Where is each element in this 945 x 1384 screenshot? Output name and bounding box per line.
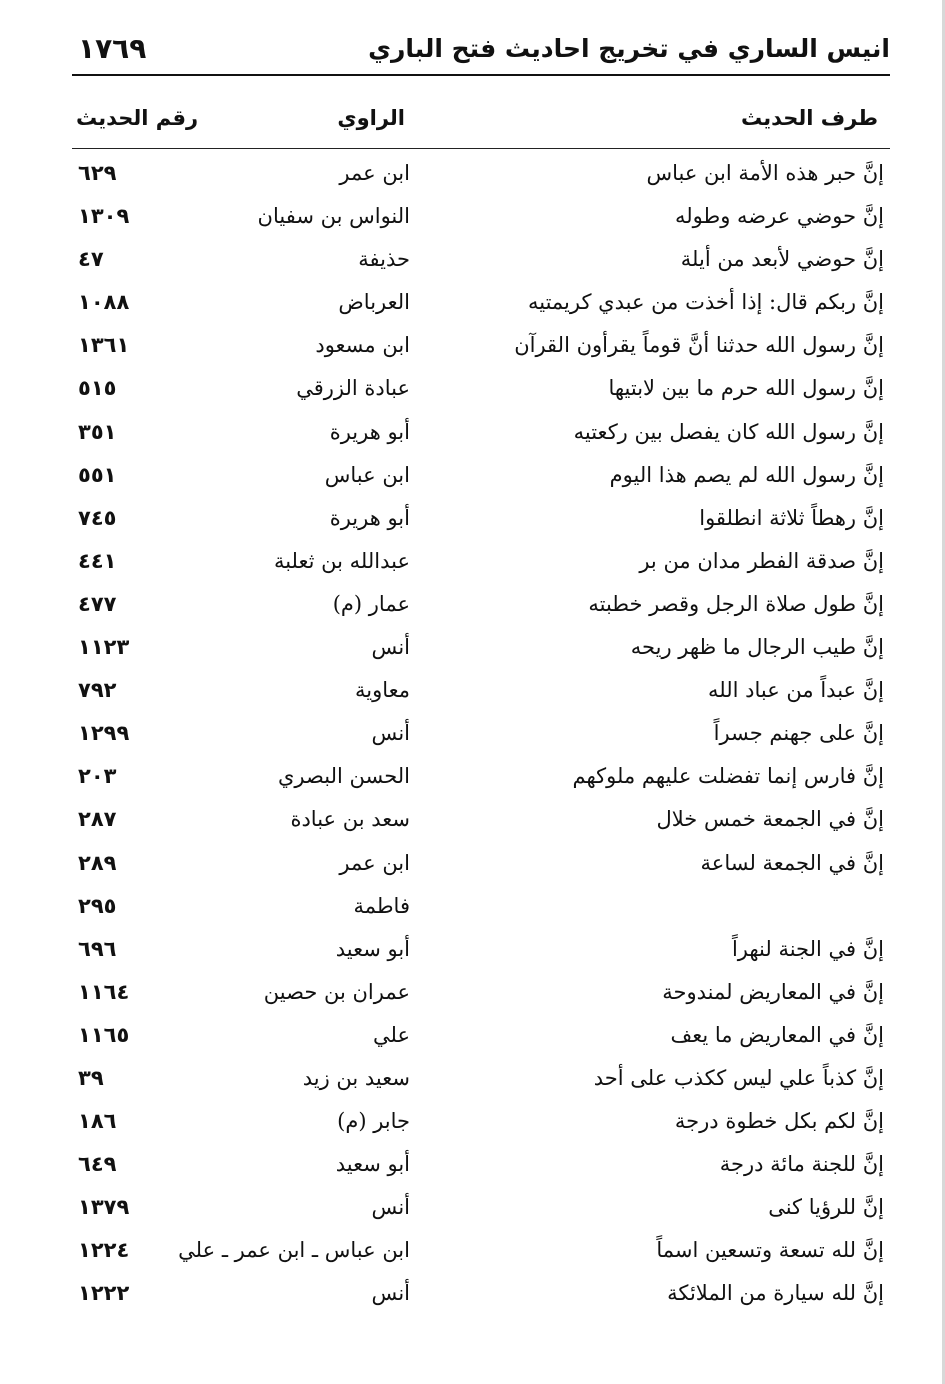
hadith-text: إنَّ رهطاً ثلاثة انطلقوا <box>699 505 884 530</box>
table-row <box>72 457 890 500</box>
narrator-name: فاطمة <box>353 893 410 918</box>
narrator-name: أبو هريرة <box>329 419 410 444</box>
table-row <box>72 327 890 370</box>
table-row <box>72 931 890 974</box>
table-row <box>72 1146 890 1189</box>
hadith-number: ٤٤١ <box>78 548 117 573</box>
hadith-number: ٢٨٧ <box>78 807 117 832</box>
hadith-text: إنَّ رسول الله لم يصم هذا اليوم <box>609 462 884 487</box>
hadith-number: ٥٥١ <box>78 462 117 487</box>
narrator-name: ابن مسعود <box>315 333 410 358</box>
narrator-name: أبو سعيد <box>335 1152 410 1177</box>
narrator-name: أنس <box>371 721 410 746</box>
hadith-text: إنَّ حوضي لأبعد من أيلة <box>680 247 884 272</box>
hadith-number: ٦٢٩ <box>78 161 117 185</box>
hadith-text: إنَّ صدقة الفطر مدان من بر <box>639 548 884 573</box>
table-row <box>72 1189 890 1232</box>
narrator-name: ابن عباس ـ ابن عمر ـ علي <box>178 1238 410 1263</box>
table-row <box>72 888 890 931</box>
hadith-text: إنَّ حبر هذه الأمة ابن عباس <box>646 161 884 185</box>
table-row <box>72 370 890 413</box>
narrator-name: ابن عمر <box>339 161 410 185</box>
table-row <box>72 801 890 844</box>
hadith-text: إنَّ لله سيارة من الملائكة <box>667 1281 884 1306</box>
hadith-number: ١١٦٥ <box>78 1022 130 1047</box>
table-row <box>72 543 890 586</box>
hadith-index-table <box>72 155 890 1319</box>
narrator-name: عبادة الزرقي <box>296 376 410 401</box>
hadith-number: ١٨٦ <box>78 1109 117 1134</box>
hadith-number: ٣٥١ <box>78 419 117 444</box>
narrator-name: العرباض <box>338 290 410 315</box>
hadith-text: إنَّ طول صلاة الرجل وقصر خطبته <box>588 591 884 616</box>
hadith-text: إنَّ في المعاريض ما يعف <box>670 1022 884 1047</box>
narrator-name: عمران بن حصين <box>263 979 410 1004</box>
table-row <box>72 155 890 198</box>
narrator-name: سعد بن عبادة <box>290 807 410 832</box>
narrator-name: ابن عمر <box>339 850 410 875</box>
table-row <box>72 845 890 888</box>
hadith-number: ١٠٨٨ <box>78 290 130 315</box>
table-row <box>72 1232 890 1275</box>
hadith-number: ١٣٦١ <box>78 333 130 358</box>
column-headers <box>72 92 890 149</box>
hadith-number: ١٣٠٩ <box>78 204 130 229</box>
table-row <box>72 672 890 715</box>
narrator-name: سعيد بن زيد <box>302 1065 410 1090</box>
page-number: ١٧٦٩ <box>78 32 147 65</box>
narrator-name: أنس <box>371 1281 410 1306</box>
hadith-number: ١٢٢٢ <box>78 1281 130 1306</box>
hadith-text: إنَّ رسول الله كان يفصل بين ركعتيه <box>573 419 884 444</box>
hadith-number: ١١٢٣ <box>78 635 130 660</box>
table-row <box>72 241 890 284</box>
table-row <box>72 974 890 1017</box>
table-row <box>72 758 890 801</box>
hadith-number: ٤٧٧ <box>78 591 117 616</box>
hadith-number: ٧٤٥ <box>78 505 117 530</box>
narrator-name: النواس بن سفيان <box>257 204 410 229</box>
hadith-text: إنَّ في الجنة لنهراً <box>731 936 884 961</box>
hadith-number: ٢٨٩ <box>78 850 117 875</box>
hadith-number: ٣٩ <box>78 1065 104 1090</box>
hadith-text: إنَّ ربكم قال: إذا أخذت من عبدي كريمتيه <box>527 290 884 315</box>
hadith-text: إنَّ في الجمعة لساعة <box>700 850 884 875</box>
table-row <box>72 1017 890 1060</box>
narrator-name: عبدالله بن ثعلبة <box>273 548 410 573</box>
narrator-name: أبو سعيد <box>335 936 410 961</box>
column-header-narrator: الراوي <box>337 106 405 130</box>
narrator-name: عمار (م) <box>332 591 410 616</box>
narrator-name: أنس <box>371 1195 410 1220</box>
hadith-text: إنَّ طيب الرجال ما ظهر ريحه <box>630 635 884 660</box>
table-row <box>72 1060 890 1103</box>
hadith-number: ٤٧ <box>78 247 104 272</box>
hadith-number: ٧٩٢ <box>78 678 117 703</box>
hadith-text: إنَّ كذباً علي ليس ككذب على أحد <box>593 1065 884 1090</box>
narrator-name: جابر (م) <box>337 1109 410 1134</box>
hadith-number: ١٢٩٩ <box>78 721 130 746</box>
hadith-text: إنَّ عبداً من عباد الله <box>708 678 884 703</box>
column-header-hadith: طرف الحديث <box>740 106 878 130</box>
narrator-name: أنس <box>371 635 410 660</box>
hadith-text: إنَّ في المعاريض لمندوحة <box>662 979 884 1004</box>
hadith-text: إنَّ لله تسعة وتسعين اسماً <box>656 1238 884 1263</box>
column-header-number: رقم الحديث <box>76 106 199 130</box>
hadith-text: إنَّ حوضي عرضه وطوله <box>674 204 884 229</box>
narrator-name: معاوية <box>354 678 410 703</box>
hadith-number: ٦٩٦ <box>78 936 117 961</box>
narrator-name: حذيفة <box>358 247 410 272</box>
table-row <box>72 198 890 241</box>
table-row <box>72 715 890 758</box>
hadith-number: ٢٩٥ <box>78 893 117 918</box>
narrator-name: أبو هريرة <box>329 505 410 530</box>
hadith-text: إنَّ للرؤيا كنى <box>768 1195 884 1220</box>
narrator-name: ابن عباس <box>324 462 410 487</box>
hadith-text: إنَّ في الجمعة خمس خلال <box>656 807 884 832</box>
hadith-text: إنَّ لكم بكل خطوة درجة <box>674 1109 884 1134</box>
hadith-text: إنَّ رسول الله حرم ما بين لابتيها <box>608 376 884 401</box>
hadith-number: ٦٤٩ <box>78 1152 117 1177</box>
table-row <box>72 284 890 327</box>
hadith-number: ٢٠٣ <box>78 764 117 789</box>
hadith-number: ١٢٢٤ <box>78 1238 130 1263</box>
hadith-text: إنَّ رسول الله حدثنا أنَّ قوماً يقرأون القرآن <box>514 333 884 358</box>
hadith-number: ١١٦٤ <box>78 979 130 1004</box>
hadith-text: إنَّ على جهنم جسراً <box>713 721 884 746</box>
hadith-text: إنَّ للجنة مائة درجة <box>719 1152 884 1177</box>
page-header <box>72 30 890 76</box>
hadith-text: إنَّ فارس إنما تفضلت عليهم ملوكهم <box>572 764 884 789</box>
table-row <box>72 1103 890 1146</box>
table-row <box>72 586 890 629</box>
narrator-name: الحسن البصري <box>278 764 410 789</box>
hadith-number: ١٣٧٩ <box>78 1195 130 1220</box>
table-row <box>72 1275 890 1318</box>
narrator-name: علي <box>373 1022 410 1047</box>
table-row <box>72 500 890 543</box>
book-title: انيس الساري في تخريج احاديث فتح الباري <box>368 34 890 63</box>
hadith-number: ٥١٥ <box>78 376 117 401</box>
table-row <box>72 414 890 457</box>
table-row <box>72 629 890 672</box>
